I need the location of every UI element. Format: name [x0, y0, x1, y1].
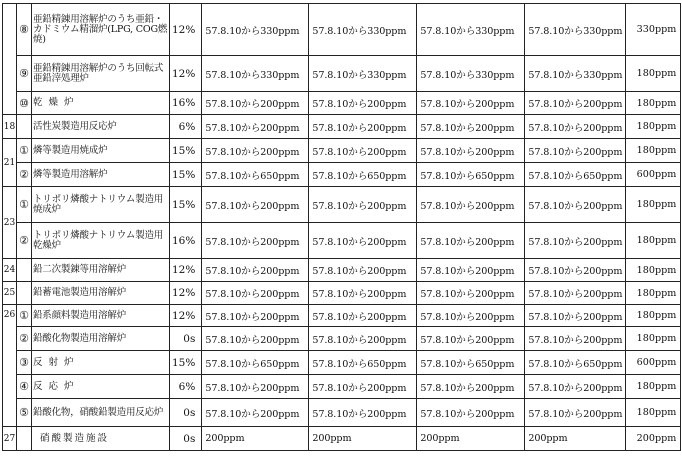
- table-row: [3, 187, 681, 223]
- regulation-table-sheet: [2, 3, 681, 451]
- sub-item-mark: ⑩: [17, 92, 32, 115]
- oxygen-concentration: 12%: [170, 56, 202, 92]
- facility-name: 活性炭製造用反応炉: [32, 115, 170, 139]
- facility-name: 反応炉: [32, 375, 170, 399]
- oxygen-concentration: 0s: [170, 399, 202, 427]
- oxygen-concentration: 12%: [170, 259, 202, 282]
- standard-value-3: 57.8.10から200ppm: [417, 139, 525, 163]
- item-number: 21: [3, 139, 17, 187]
- standard-value-4: 57.8.10から200ppm: [525, 139, 626, 163]
- sub-item-mark: ①: [17, 305, 32, 327]
- standard-value-1: 57.8.10から200ppm: [202, 327, 309, 351]
- standard-value-5: 180ppm: [626, 139, 681, 163]
- oxygen-concentration: 6%: [170, 375, 202, 399]
- standard-value-3: 200ppm: [417, 427, 525, 451]
- facility-name: トリポリ燐酸ナトリウム製造用焼成炉: [32, 187, 170, 223]
- standard-value-1: 57.8.10から200ppm: [202, 399, 309, 427]
- facility-name: トリポリ燐酸ナトリウム製造用乾燥炉: [32, 223, 170, 259]
- oxygen-concentration: 16%: [170, 92, 202, 115]
- standard-value-4: 57.8.10から200ppm: [525, 399, 626, 427]
- standard-value-2: 57.8.10から200ppm: [309, 399, 417, 427]
- item-number: 23: [3, 187, 17, 259]
- sub-item-mark: [17, 282, 32, 305]
- standard-value-3: 57.8.10から200ppm: [417, 92, 525, 115]
- sub-item-mark: [17, 259, 32, 282]
- facility-name: 鉛系顔料製造用溶解炉: [32, 305, 170, 327]
- standard-value-3: 57.8.10から330ppm: [417, 56, 525, 92]
- standard-value-1: 57.8.10から650ppm: [202, 163, 309, 187]
- standard-value-2: 57.8.10から200ppm: [309, 259, 417, 282]
- facility-name: 鉛酸化物，硝酸鉛製造用反応炉: [32, 399, 170, 427]
- standard-value-5: 180ppm: [626, 56, 681, 92]
- facility-name: 鉛二次製錬等用溶解炉: [32, 259, 170, 282]
- standard-value-2: 57.8.10から330ppm: [309, 4, 417, 56]
- standard-value-5: 180ppm: [626, 92, 681, 115]
- standard-value-3: 57.8.10から650ppm: [417, 351, 525, 375]
- standard-value-5: 180ppm: [626, 399, 681, 427]
- standard-value-3: 57.8.10から200ppm: [417, 305, 525, 327]
- sub-item-mark: ③: [17, 351, 32, 375]
- table-row: [3, 282, 681, 305]
- standard-value-5: 600ppm: [626, 163, 681, 187]
- table-row: [3, 139, 681, 163]
- standard-value-2: 57.8.10から330ppm: [309, 56, 417, 92]
- standard-value-3: 57.8.10から200ppm: [417, 115, 525, 139]
- table-row: [3, 259, 681, 282]
- oxygen-concentration: 16%: [170, 223, 202, 259]
- item-number: 24: [3, 259, 17, 282]
- facility-name: 鉛酸化物製造用溶解炉: [32, 327, 170, 351]
- sub-item-mark: ④: [17, 375, 32, 399]
- standard-value-3: 57.8.10から200ppm: [417, 223, 525, 259]
- sub-item-mark: ②: [17, 223, 32, 259]
- item-number: 27: [3, 427, 17, 451]
- standard-value-5: 330ppm: [626, 4, 681, 56]
- facility-name: 鉛蓄電池製造用溶解炉: [32, 282, 170, 305]
- table-row: [3, 4, 681, 56]
- facility-name: 燐等製造用焼成炉: [32, 139, 170, 163]
- standard-value-3: 57.8.10から200ppm: [417, 187, 525, 223]
- standard-value-1: 57.8.10から330ppm: [202, 4, 309, 56]
- standard-value-1: 57.8.10から200ppm: [202, 223, 309, 259]
- standard-value-4: 57.8.10から200ppm: [525, 327, 626, 351]
- sub-item-mark: ①: [17, 139, 32, 163]
- item-number: 26: [3, 305, 17, 427]
- table-row: [3, 223, 681, 259]
- sub-item-mark: ⑧: [17, 4, 32, 56]
- standard-value-1: 57.8.10から200ppm: [202, 282, 309, 305]
- standard-value-3: 57.8.10から330ppm: [417, 4, 525, 56]
- sub-item-mark: ②: [17, 327, 32, 351]
- standard-value-1: 57.8.10から200ppm: [202, 92, 309, 115]
- table-row: [3, 163, 681, 187]
- table-row: [3, 305, 681, 327]
- emission-standards-table: [2, 3, 681, 451]
- facility-name: 硝酸製造施設: [32, 427, 170, 451]
- standard-value-2: 57.8.10から200ppm: [309, 327, 417, 351]
- standard-value-1: 200ppm: [202, 427, 309, 451]
- standard-value-4: 57.8.10から200ppm: [525, 375, 626, 399]
- standard-value-5: 180ppm: [626, 375, 681, 399]
- standard-value-4: 57.8.10から200ppm: [525, 223, 626, 259]
- standard-value-2: 57.8.10から200ppm: [309, 223, 417, 259]
- sub-item-mark: ⑤: [17, 399, 32, 427]
- oxygen-concentration: 15%: [170, 139, 202, 163]
- standard-value-4: 57.8.10から330ppm: [525, 4, 626, 56]
- standard-value-1: 57.8.10から200ppm: [202, 305, 309, 327]
- standard-value-5: 180ppm: [626, 327, 681, 351]
- standard-value-3: 57.8.10から200ppm: [417, 327, 525, 351]
- facility-name: 乾燥炉: [32, 92, 170, 115]
- oxygen-concentration: 0s: [170, 327, 202, 351]
- standard-value-1: 57.8.10から330ppm: [202, 56, 309, 92]
- item-number: [3, 4, 17, 115]
- standard-value-5: 600ppm: [626, 351, 681, 375]
- standard-value-3: 57.8.10から200ppm: [417, 259, 525, 282]
- standard-value-2: 57.8.10から200ppm: [309, 282, 417, 305]
- item-number: 25: [3, 282, 17, 305]
- sub-item-mark: ⑨: [17, 56, 32, 92]
- table-row: [3, 427, 681, 451]
- facility-name: 燐等製造用溶解炉: [32, 163, 170, 187]
- standard-value-1: 57.8.10から200ppm: [202, 259, 309, 282]
- standard-value-1: 57.8.10から200ppm: [202, 139, 309, 163]
- standard-value-4: 57.8.10から200ppm: [525, 259, 626, 282]
- table-row: [3, 92, 681, 115]
- standard-value-1: 57.8.10から200ppm: [202, 187, 309, 223]
- oxygen-concentration: 15%: [170, 163, 202, 187]
- standard-value-2: 57.8.10から200ppm: [309, 115, 417, 139]
- facility-name: 亜鉛精錬用溶解炉のうち亜鉛・カドミウム精溜炉(LPG, COG燃焼): [32, 4, 170, 56]
- standard-value-4: 57.8.10から200ppm: [525, 92, 626, 115]
- standard-value-5: 180ppm: [626, 223, 681, 259]
- standard-value-3: 57.8.10から650ppm: [417, 163, 525, 187]
- standard-value-2: 57.8.10から200ppm: [309, 92, 417, 115]
- standard-value-3: 57.8.10から200ppm: [417, 399, 525, 427]
- oxygen-concentration: 12%: [170, 305, 202, 327]
- oxygen-concentration: 12%: [170, 282, 202, 305]
- standard-value-2: 57.8.10から200ppm: [309, 375, 417, 399]
- table-row: [3, 56, 681, 92]
- oxygen-concentration: 15%: [170, 187, 202, 223]
- table-row: [3, 327, 681, 351]
- standard-value-2: 200ppm: [309, 427, 417, 451]
- standard-value-4: 57.8.10から200ppm: [525, 115, 626, 139]
- standard-value-2: 57.8.10から650ppm: [309, 351, 417, 375]
- standard-value-2: 57.8.10から200ppm: [309, 187, 417, 223]
- table-row: [3, 399, 681, 427]
- sub-item-mark: [17, 427, 32, 451]
- table-row: [3, 115, 681, 139]
- standard-value-1: 57.8.10から200ppm: [202, 115, 309, 139]
- standard-value-2: 57.8.10から200ppm: [309, 305, 417, 327]
- standard-value-2: 57.8.10から650ppm: [309, 163, 417, 187]
- standard-value-5: 180ppm: [626, 282, 681, 305]
- standard-value-5: 180ppm: [626, 187, 681, 223]
- facility-name: 亜鉛精錬用溶解炉のうち回転式亜鉛滓処理炉: [32, 56, 170, 92]
- standard-value-4: 57.8.10から200ppm: [525, 305, 626, 327]
- standard-value-5: 200ppm: [626, 427, 681, 451]
- oxygen-concentration: 0s: [170, 427, 202, 451]
- standard-value-5: 180ppm: [626, 305, 681, 327]
- table-row: [3, 351, 681, 375]
- item-number: 18: [3, 115, 17, 139]
- oxygen-concentration: 15%: [170, 351, 202, 375]
- standard-value-4: 57.8.10から200ppm: [525, 282, 626, 305]
- standard-value-3: 57.8.10から200ppm: [417, 375, 525, 399]
- standard-value-1: 57.8.10から650ppm: [202, 351, 309, 375]
- standard-value-5: 180ppm: [626, 115, 681, 139]
- standard-value-4: 57.8.10から330ppm: [525, 56, 626, 92]
- sub-item-mark: ②: [17, 163, 32, 187]
- table-row: [3, 375, 681, 399]
- standard-value-4: 200ppm: [525, 427, 626, 451]
- sub-item-mark: ①: [17, 187, 32, 223]
- sub-item-mark: [17, 115, 32, 139]
- facility-name: 反射炉: [32, 351, 170, 375]
- standard-value-4: 57.8.10から650ppm: [525, 163, 626, 187]
- standard-value-5: 180ppm: [626, 259, 681, 282]
- oxygen-concentration: 12%: [170, 4, 202, 56]
- standard-value-4: 57.8.10から200ppm: [525, 187, 626, 223]
- oxygen-concentration: 6%: [170, 115, 202, 139]
- standard-value-3: 57.8.10から200ppm: [417, 282, 525, 305]
- standard-value-1: 57.8.10から200ppm: [202, 375, 309, 399]
- standard-value-2: 57.8.10から200ppm: [309, 139, 417, 163]
- standard-value-4: 57.8.10から650ppm: [525, 351, 626, 375]
